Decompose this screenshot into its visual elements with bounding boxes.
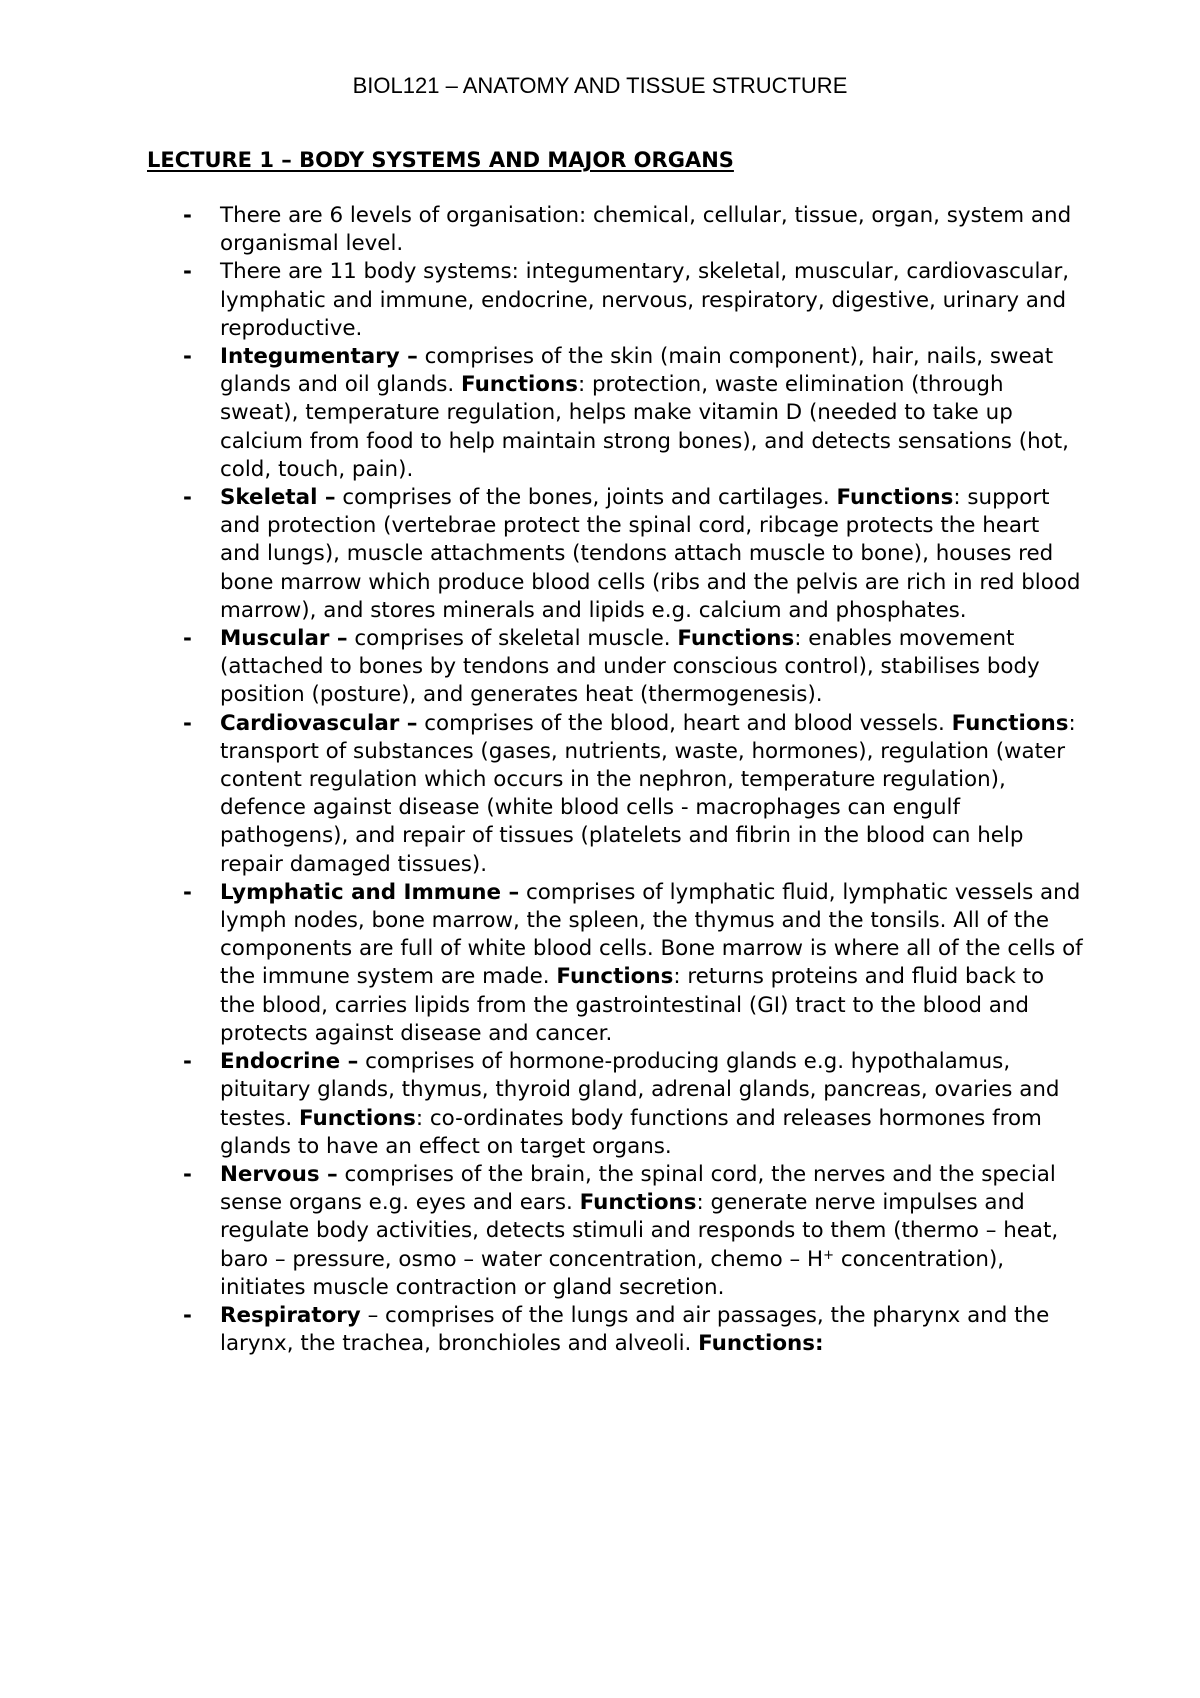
bullet-lymphatic-immune: [183, 879, 1083, 1048]
bullet-dash: -: [183, 626, 192, 652]
system-description: comprises of the bones, joints and cartilages.: [335, 485, 837, 511]
system-term: Cardiovascular –: [220, 710, 418, 736]
system-functions: : support and protection (vertebrae protect the spinal cord, ribcage protects the heart and lungs), muscle attachments (tendons attach muscle to bone), houses red bone marrow which produce blood cells (ribs and the pelvis are rich in red blood marrow), and stores minerals and lipids e.g. calcium and phosphates.: [220, 485, 1081, 623]
system-functions: : protection, waste elimination (through sweat), temperature regulation, helps make vitamin D (needed to take up calcium from food to help maintain strong bones), and detects sensations (hot, cold, touch, pain).: [220, 372, 1069, 482]
bullet-integumentary: [183, 343, 1083, 484]
system-term: Endocrine –: [220, 1049, 359, 1075]
bullet-levels-of-organisation: [183, 202, 1083, 258]
system-functions: : enables movement (attached to bones by tendons and under conscious control), stabilises body position (posture), and generates heat (thermogenesis).: [220, 626, 1040, 708]
bullet-dash: -: [183, 203, 192, 228]
system-description: comprises of the brain, the spinal cord, the nerves and the special sense organs e.g. eyes and ears.: [220, 1161, 1056, 1216]
bullet-body-systems: [183, 258, 1083, 343]
bullet-dash: -: [183, 485, 192, 511]
system-description: comprises of skeletal muscle.: [347, 626, 678, 652]
system-functions: : transport of substances (gases, nutrients, waste, hormones), regulation (water content regulation which occurs in the nephron, temperature regulation), defence against disease (white blood cells - macrophages can engulf pathogens), and repair of tissues (platelets and fibrin in the blood can help repair damaged tissues).: [220, 710, 1076, 877]
system-description: comprises of hormone-producing glands e.g. hypothalamus, pituitary glands, thymus, thyroid gland, adrenal glands, pancreas, ovaries and testes.: [220, 1049, 1060, 1131]
document-title: BIOL121 – ANATOMY AND TISSUE STRUCTURE: [352, 73, 848, 98]
bullet-respiratory: [183, 1302, 1083, 1358]
system-term: Respiratory: [220, 1302, 361, 1328]
system-term: Muscular –: [220, 626, 348, 652]
functions-label: Functions: [579, 1190, 697, 1216]
functions-label: Functions: [951, 710, 1069, 736]
system-description: comprises of the blood, heart and blood vessels.: [417, 710, 952, 736]
system-functions: : generate nerve impulses and regulate body activities, detects stimuli and responds to them (thermo – heat, baro – pressure, osmo – water concentration, chemo – H: [220, 1190, 1059, 1272]
functions-label: Functions: [461, 372, 578, 398]
functions-label: Functions: [698, 1331, 816, 1357]
lecture-heading: LECTURE 1 – BODY SYSTEMS AND MAJOR ORGANS: [147, 148, 734, 172]
system-description: comprises of the skin (main component), hair, nails, sweat glands and oil glands.: [220, 344, 1054, 398]
system-term: Skeletal –: [220, 485, 336, 511]
system-term: Integumentary –: [220, 344, 418, 370]
bullet-nervous: [183, 1161, 1083, 1302]
bullet-list: [183, 202, 1083, 1358]
functions-label: Functions: [298, 1105, 416, 1131]
bullet-dash: -: [183, 344, 192, 370]
system-functions: : co-ordinates body functions and releases hormones from glands to have an effect on target organs.: [220, 1105, 1042, 1159]
system-functions: :: [815, 1331, 824, 1357]
functions-label: Functions: [677, 626, 795, 652]
bullet-dash: -: [183, 710, 192, 736]
functions-label: Functions: [836, 485, 954, 511]
functions-label: Functions: [556, 964, 674, 990]
system-description: – comprises of the lungs and air passages, the pharynx and the larynx, the trachea, bronchioles and alveoli.: [220, 1302, 1050, 1357]
bullet-text: There are 11 body systems: integumentary, skeletal, muscular, cardiovascular, lymphatic and immune, endocrine, nervous, respiratory, digestive, urinary and reproductive.: [220, 259, 1070, 341]
bullet-cardiovascular: [183, 710, 1083, 879]
system-description: comprises of lymphatic fluid, lymphatic vessels and lymph nodes, bone marrow, the spleen, the thymus and the tonsils. All of the components are full of white blood cells. Bone marrow is where all of the cells of the immune system are made.: [220, 879, 1083, 990]
bullet-endocrine: [183, 1048, 1083, 1161]
system-functions-continued: concentration), initiates muscle contraction or gland secretion.: [220, 1246, 1005, 1300]
bullet-dash: -: [183, 1302, 192, 1328]
system-functions: : returns proteins and fluid back to the blood, carries lipids from the gastrointestinal (GI) tract to the blood and protects against disease and cancer.: [220, 964, 1045, 1046]
bullet-muscular: [183, 625, 1083, 710]
bullet-dash: -: [183, 1049, 192, 1075]
bullet-dash: -: [183, 879, 192, 905]
bullet-text: There are 6 levels of organisation: chemical, cellular, tissue, organ, system and organismal level.: [220, 203, 1072, 257]
bullet-dash: -: [183, 1161, 192, 1187]
bullet-skeletal: [183, 484, 1083, 625]
bullet-dash: -: [183, 259, 192, 285]
system-term: Nervous –: [220, 1161, 338, 1187]
system-term: Lymphatic and Immune –: [220, 879, 520, 905]
superscript-plus: +: [823, 1247, 835, 1263]
